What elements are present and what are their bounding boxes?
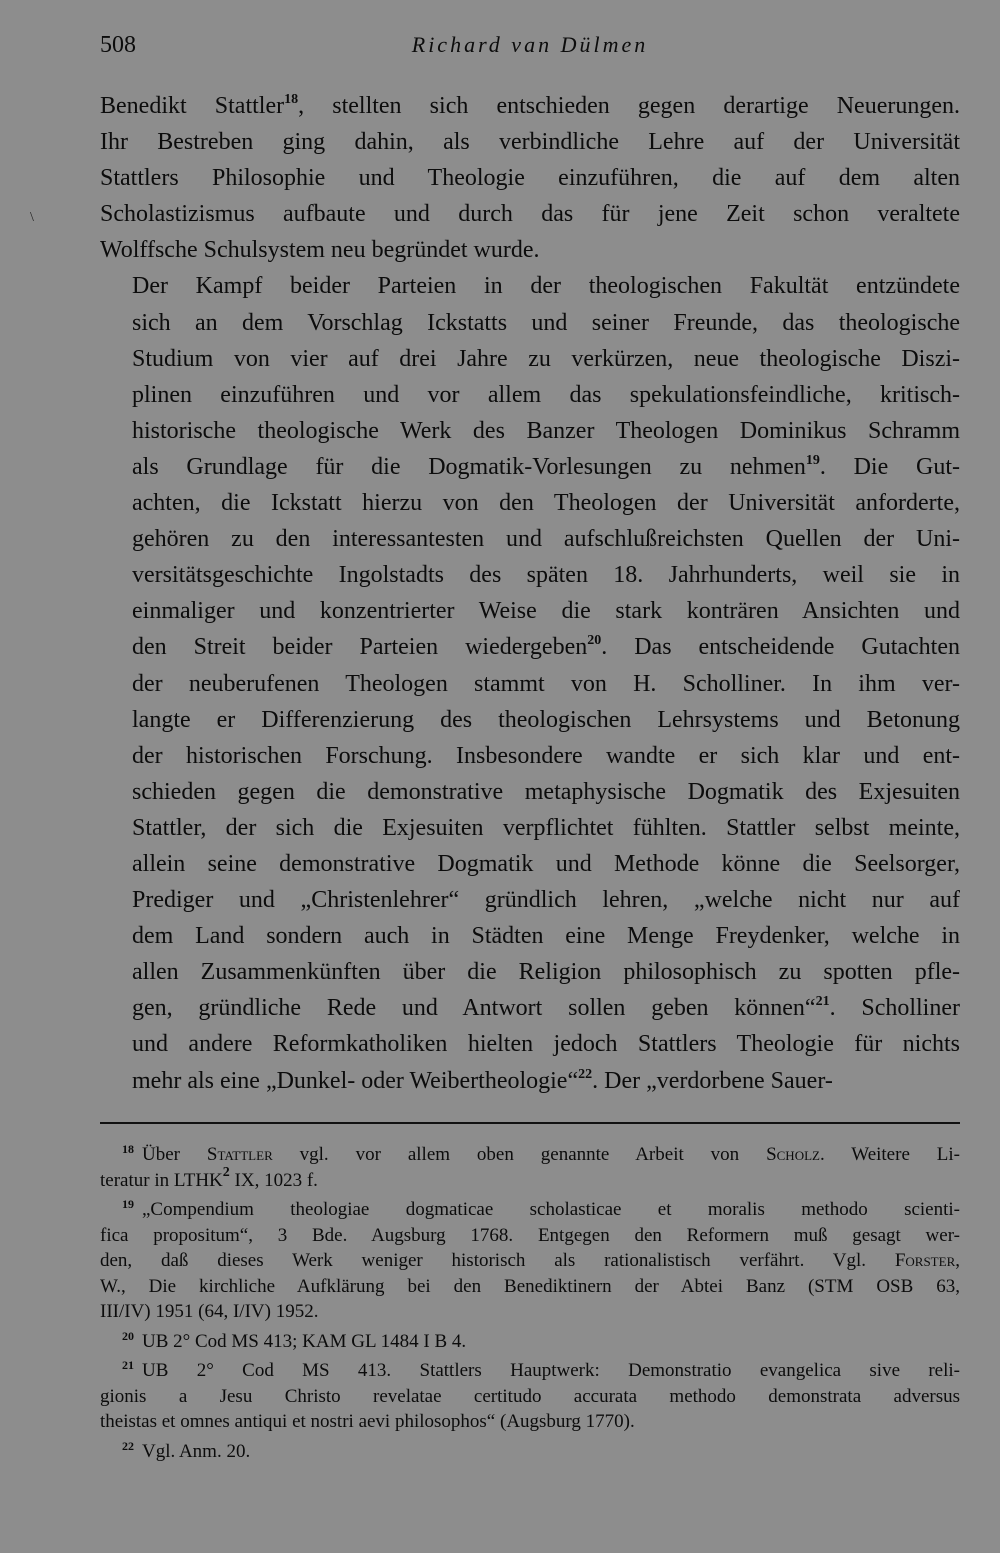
footnote — [100, 1142, 960, 1193]
text-segment: UB 2° Cod MS 413. Stattlers Hauptwerk: Demonstratio evangelica sive reli- — [142, 1360, 960, 1381]
text-segment: der historischen Forschung. Insbesondere wandte er sich klar und ent- — [132, 742, 960, 769]
text-segment: dem Land sondern auch in Städten eine Menge Freydenker, welche in — [132, 923, 960, 950]
text-segment: IX, 1023 f. — [229, 1169, 318, 1191]
footnote-reference: 20 — [587, 633, 602, 649]
text-line — [142, 1360, 960, 1381]
text-segment: versitätsgeschichte Ingolstadts des späten 18. Jahrhunderts, weil sie in — [132, 562, 960, 589]
page-number: 508 — [100, 32, 136, 58]
footnote — [100, 1197, 960, 1325]
text-line — [100, 160, 960, 196]
text-segment: Ihr Bestreben ging dahin, als verbindliche Lehre auf der Universität — [100, 129, 960, 156]
text-segment: einmaliger und konzentrierter Weise die stark konträren Ansichten und — [132, 598, 960, 625]
footnote-number: 18 — [122, 1142, 134, 1156]
text-segment: sich an dem Vorschlag Ickstatts und seiner Freunde, das theologische — [132, 309, 960, 336]
text-segment: plinen einzuführen und vor allem das spekulationsfeindliche, kritisch- — [132, 381, 960, 408]
text-line — [100, 305, 960, 341]
footnote-line — [100, 1274, 960, 1300]
text-segment: Der Kampf beider Parteien in der theologischen Fakultät entzündete — [132, 273, 960, 300]
text-segment: Stattler, der sich die Exjesuiten verpflichtet fühlten. Stattler selbst meinte, — [132, 814, 960, 841]
text-line — [100, 124, 960, 160]
text-line — [100, 449, 960, 485]
paragraph — [100, 88, 960, 268]
text-segment: theistas et omnes antiqui et nostri aevi philosophos“ (Augsburg 1770). — [100, 1411, 635, 1432]
author-name: Forster — [894, 1250, 956, 1271]
text-segment: als Grundlage für die Dogmatik-Vorlesungen zu nehmen — [132, 453, 806, 480]
footnote-line — [100, 1384, 960, 1410]
text-segment: Über — [142, 1144, 207, 1165]
footnote-number: 19 — [122, 1197, 134, 1211]
text-line — [100, 1250, 960, 1271]
text-segment: gionis a Jesu Christo revelatae certitudo accurata methodo demonstrata adversus — [100, 1385, 960, 1407]
text-segment: gehören zu den interessantesten und aufschlußreichsten Quellen der Uni- — [132, 526, 960, 553]
text-line — [100, 557, 960, 593]
text-segment: historische theologische Werk des Banzer Theologen Dominikus Schramm — [132, 417, 960, 444]
text-line — [100, 377, 960, 413]
text-segment: . Das entscheidende Gutachten — [601, 634, 961, 661]
text-segment: langte er Differenzierung des theologischen Lehrsystems und Betonung — [132, 706, 960, 733]
text-segment: Studium von vier auf drei Jahre zu verkürzen, neue theologische Diszi- — [132, 345, 960, 372]
footnote — [100, 1358, 960, 1435]
text-line — [100, 1386, 960, 1407]
footnote-reference: 22 — [578, 1066, 593, 1082]
author-name: Stattler — [206, 1144, 273, 1165]
text-line — [100, 413, 960, 449]
text-line — [100, 846, 960, 882]
footnote — [100, 1329, 960, 1355]
footnote-number: 22 — [122, 1438, 134, 1453]
footnote-line — [100, 1439, 960, 1465]
text-line — [100, 1225, 960, 1246]
text-line — [100, 232, 960, 268]
author-name: Scholz — [766, 1144, 820, 1165]
text-segment: vgl. vor allem oben genannte Arbeit von — [272, 1144, 767, 1165]
text-line — [100, 593, 960, 629]
text-segment: . Der „verdorbene Sauer- — [592, 1067, 833, 1094]
footnote-reference: 2 — [222, 1164, 230, 1180]
text-segment: teratur in LTHK — [100, 1169, 223, 1191]
footnote-line — [100, 1299, 960, 1325]
footnote-line — [100, 1223, 960, 1249]
text-segment: fica propositum“, 3 Bde. Augsburg 1768. Entgegen den Reformern muß gesagt wer- — [100, 1224, 960, 1246]
text-segment: achten, die Ickstatt hierzu von den Theologen der Universität anforderte, — [132, 490, 960, 517]
footnote-reference: 21 — [815, 994, 830, 1010]
text-segment: W., Die kirchliche Aufklärung bei den Benediktinern der Abtei Banz (STM OSB 63, — [100, 1275, 960, 1297]
text-line — [142, 1144, 960, 1165]
page-header — [100, 32, 960, 68]
paragraph — [100, 268, 960, 1098]
text-segment: , — [955, 1250, 960, 1271]
text-segment: Stattlers Philosophie und Theologie einzuführen, die auf dem alten — [100, 165, 960, 192]
text-line — [100, 1301, 318, 1322]
text-segment: und andere Reformkatholiken hielten jedoch Stattlers Theologie für nichts — [132, 1031, 960, 1058]
text-segment: gen, gründliche Rede und Antwort sollen geben können“ — [132, 995, 816, 1022]
text-line — [100, 88, 960, 124]
text-line — [142, 1441, 250, 1462]
main-text — [100, 88, 960, 1099]
text-line — [100, 1026, 960, 1062]
text-segment: III/IV) 1951 (64, I/IV) 1952. — [100, 1301, 319, 1322]
text-line — [100, 1164, 318, 1191]
footnote-number: 21 — [122, 1358, 134, 1372]
text-line — [100, 1276, 960, 1297]
text-line — [100, 1411, 635, 1432]
text-segment: Benedikt Stattler — [100, 93, 285, 119]
text-segment: . Weitere Li- — [819, 1144, 960, 1165]
text-segment: allen Zusammenkünften über die Religion philosophisch zu spotten pfle- — [132, 959, 960, 986]
footnote-line — [100, 1197, 960, 1223]
text-line — [100, 521, 960, 557]
text-segment: „Compendium theologiae dogmaticae scholasticae et moralis methodo scienti- — [142, 1199, 960, 1220]
text-segment: schieden gegen die demonstrative metaphysische Dogmatik des Exjesuiten — [132, 778, 960, 805]
text-segment: . Scholliner — [829, 995, 960, 1022]
text-segment: Prediger und „Christenlehrer“ gründlich lehren, „welche nicht nur auf — [132, 887, 960, 914]
text-segment: mehr als eine „Dunkel- oder Weibertheologie“ — [132, 1067, 579, 1094]
footnote — [100, 1439, 960, 1465]
text-line — [100, 1063, 960, 1099]
text-line — [100, 810, 960, 846]
footnote-reference: 18 — [284, 92, 299, 107]
text-line — [100, 918, 960, 954]
text-line — [100, 990, 960, 1026]
text-segment: allein seine demonstrative Dogmatik und Methode könne die Seelsorger, — [132, 850, 960, 877]
text-segment: den Streit beider Parteien wiedergeben — [132, 634, 588, 661]
footnotes — [100, 1142, 960, 1468]
text-line — [142, 1331, 466, 1352]
text-line — [100, 196, 960, 232]
text-line — [100, 882, 960, 918]
footnote-reference: 19 — [805, 452, 820, 468]
footnote-number: 20 — [122, 1328, 134, 1343]
text-line — [100, 629, 960, 665]
text-line — [100, 702, 960, 738]
footnote-line — [100, 1329, 960, 1355]
text-segment: Wolffsche Schulsystem neu begründet wurde. — [100, 237, 540, 264]
text-segment: der neuberufenen Theologen stammt von H. Scholliner. In ihm ver- — [132, 670, 960, 697]
text-line — [100, 774, 960, 810]
text-segment: . Die Gut- — [819, 453, 960, 480]
margin-mark: \ — [30, 210, 34, 225]
footnote-line — [100, 1409, 960, 1435]
text-segment: Vgl. Anm. 20. — [142, 1440, 251, 1462]
text-line — [100, 738, 960, 774]
footnote-line — [100, 1248, 960, 1274]
text-line — [100, 954, 960, 990]
text-segment: Scholastizismus aufbaute und durch das für jene Zeit schon veraltete — [100, 201, 960, 228]
text-segment: , stellten sich entschieden gegen derartige Neuerungen. — [298, 93, 961, 119]
footnote-divider — [100, 1122, 960, 1124]
text-line — [100, 341, 960, 377]
text-line — [100, 485, 960, 521]
footnote-line — [100, 1164, 960, 1194]
text-segment: UB 2° Cod MS 413; KAM GL 1484 I B 4. — [142, 1330, 467, 1352]
text-line — [142, 1199, 960, 1220]
running-title: Richard van Dülmen — [411, 32, 649, 57]
text-line — [100, 268, 960, 304]
text-segment: den, daß dieses Werk weniger historisch als rationalistisch verfährt. Vgl. — [100, 1250, 895, 1271]
text-line — [100, 666, 960, 702]
footnote-line — [100, 1358, 960, 1384]
